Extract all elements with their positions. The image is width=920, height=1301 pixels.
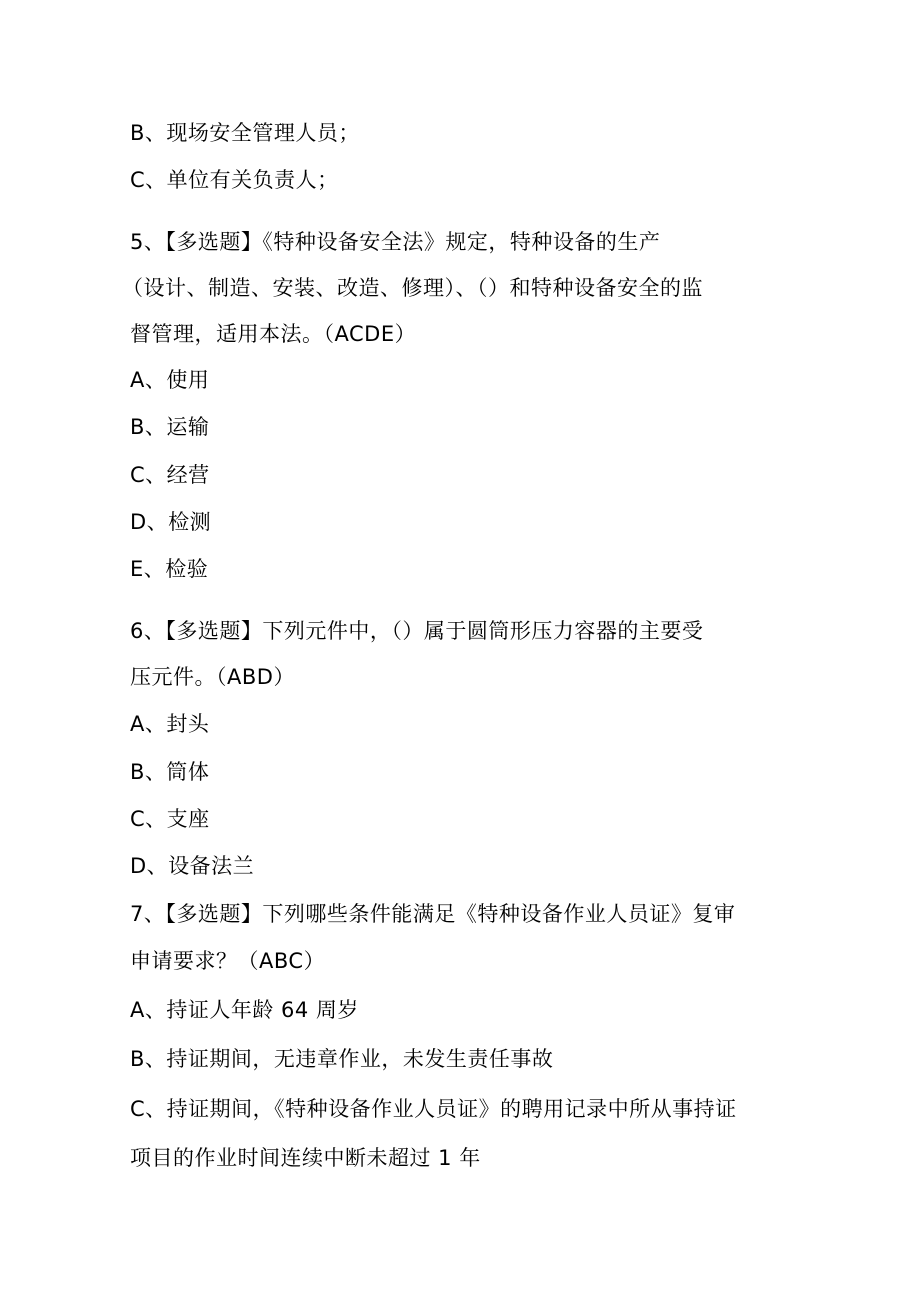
q6-option-b: B、筒体 bbox=[130, 760, 210, 784]
q5-option-c: C、经营 bbox=[130, 463, 210, 487]
q4-option-c: C、单位有关负责人； bbox=[130, 168, 339, 192]
q7-option-c-line-2: 项目的作业时间连续中断未超过 1 年 bbox=[130, 1146, 481, 1170]
q5-stem-line-1: 5、【多选题】《特种设备安全法》规定，特种设备的生产 bbox=[130, 230, 661, 254]
q7-option-c-line-1: C、持证期间，《特种设备作业人员证》的聘用记录中所从事持证 bbox=[130, 1097, 737, 1121]
q6-stem-line-1: 6、【多选题】下列元件中，（）属于圆筒形压力容器的主要受 bbox=[130, 619, 704, 643]
q5-option-b: B、运输 bbox=[130, 415, 210, 439]
q7-stem-line-2: 申请要求？（ABC） bbox=[130, 949, 326, 973]
q4-option-b: B、现场安全管理人员； bbox=[130, 121, 360, 145]
q5-option-e: E、检验 bbox=[130, 557, 209, 581]
q7-stem-line-1: 7、【多选题】下列哪些条件能满足《特种设备作业人员证》复审 bbox=[130, 902, 736, 926]
q5-option-a: A、使用 bbox=[130, 368, 210, 392]
q6-option-a: A、封头 bbox=[130, 712, 210, 736]
q6-option-c: C、支座 bbox=[130, 807, 210, 831]
q7-option-a: A、持证人年龄 64 周岁 bbox=[130, 998, 359, 1022]
q5-option-d: D、检测 bbox=[130, 510, 212, 534]
q5-stem-line-3: 督管理，适用本法。（ACDE） bbox=[130, 322, 417, 346]
q6-option-d: D、设备法兰 bbox=[130, 854, 255, 878]
q7-option-b: B、持证期间，无违章作业，未发生责任事故 bbox=[130, 1047, 554, 1071]
q5-stem-line-2: （设计、制造、安装、改造、修理）、（）和特种设备安全的监 bbox=[122, 276, 703, 300]
q6-stem-line-2: 压元件。（ABD） bbox=[130, 665, 295, 689]
